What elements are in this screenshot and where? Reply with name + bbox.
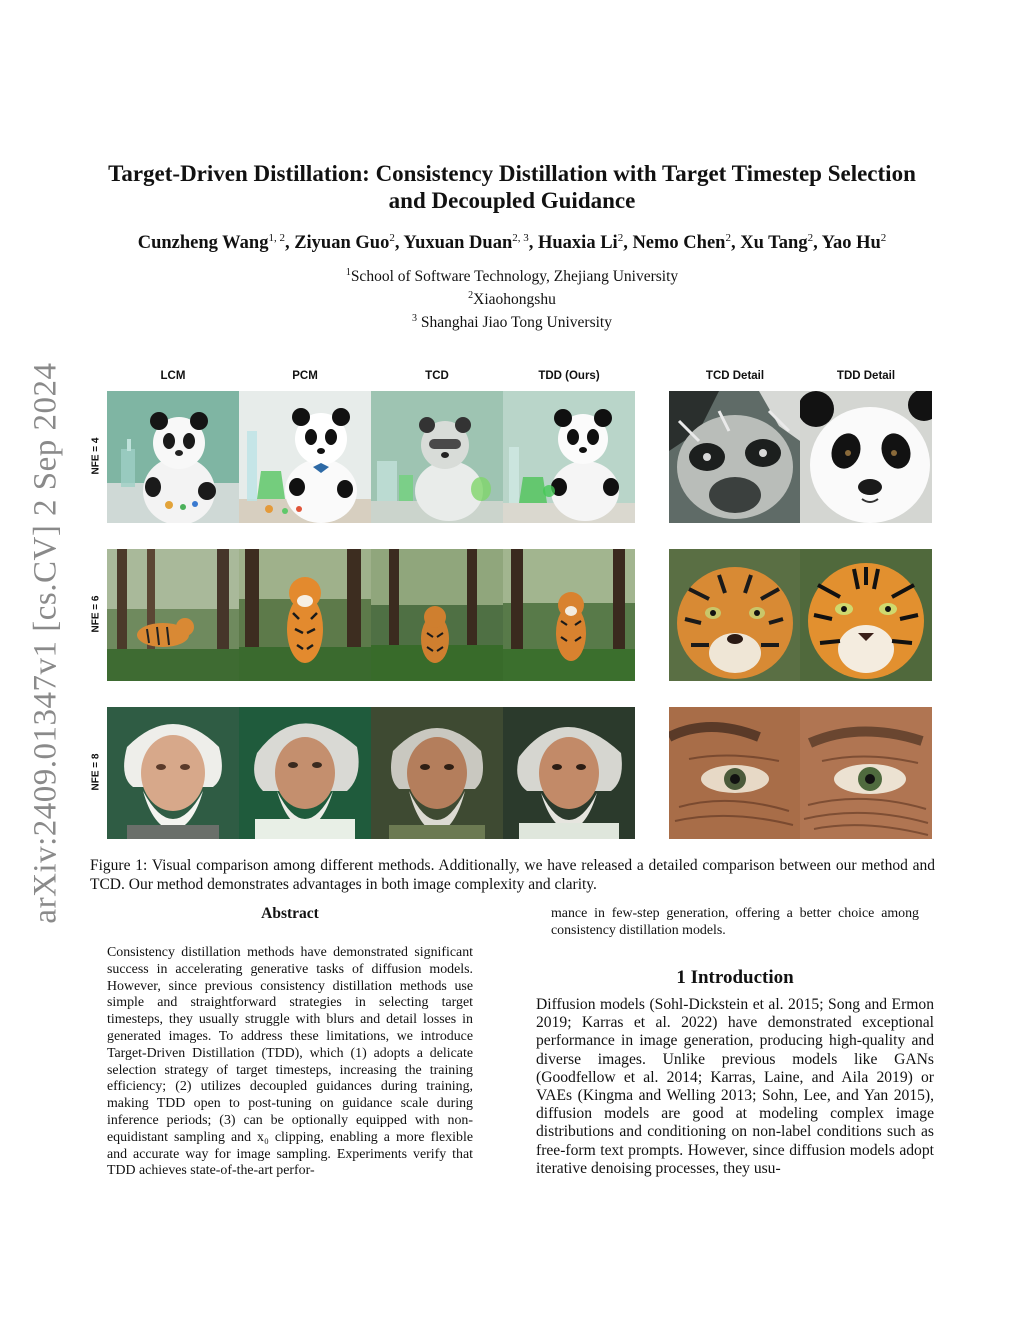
column-header-pcm: PCM xyxy=(292,370,318,382)
author: Yuxuan Duan$^{2, 3}$ xyxy=(403,232,529,254)
column-header-tdd-detail: TDD Detail xyxy=(836,370,896,382)
abstract-body: Consistency distillation methods have demonstrated significant success in accelerating generative tasks of diffusion models. However, since previous consistency distillation methods use simple and straightforward strategies in selecting target timesteps, they usually struggle with blurs and detail losses in generated images. To address these limitations, we introduce Target-Driven Distillation (TDD), which (1) adopts a delicate selection strategy of target timesteps, increasing the training efficiency; (2) utilizes decoupled guidances during training, making TDD open to post-tuning on guidance scale during inference periods; (3) can be optionally equipped with non-equidistant sampling and x₀ clipping, enabling a more flexible and accurate way for image sampling. Experiments verify that TDD achieves state-of-the-art perfor- xyxy=(107,945,473,1179)
author: Yao Hu$^2$ xyxy=(821,232,887,254)
tiger-image-lcm xyxy=(107,549,239,681)
panda-detail-tdd xyxy=(800,391,932,523)
portrait-image-tcd xyxy=(371,707,503,839)
arxiv-identifier-stamp: arXiv:2409.01347v1 [cs.CV] 2 Sep 2024 xyxy=(27,362,64,924)
column-header-tcd: TCD xyxy=(425,370,449,382)
tiger-detail-tdd xyxy=(800,549,932,681)
figure-caption: Figure 1: Visual comparison among different methods. Additionally, we have released a detailed comparison between our method and TCD. Our method demonstrates advantages in both image complexity and clarity. xyxy=(90,857,935,893)
portrait-detail-tdd xyxy=(800,707,932,839)
author: Ziyuan Guo$^2$ xyxy=(294,232,395,254)
portrait-image-pcm xyxy=(239,707,371,839)
author: Xu Tang$^2$ xyxy=(740,232,814,254)
tiger-image-tdd xyxy=(503,549,635,681)
tiger-detail-tcd xyxy=(669,549,800,681)
author: Nemo Chen$^2$ xyxy=(632,232,731,254)
title-line-1: Target-Driven Distillation: Consistency Distillation with Target Timestep Selection xyxy=(108,161,916,186)
author: Cunzheng Wang$^{1, 2}$ xyxy=(137,232,285,254)
portrait-detail-tcd xyxy=(669,707,800,839)
affiliation-list xyxy=(200,263,824,332)
abstract-heading: Abstract xyxy=(261,905,319,922)
panda-image-tcd xyxy=(371,391,503,523)
panda-image-lcm xyxy=(107,391,239,523)
affiliation: $^3$ Shanghai Jiao Tong University xyxy=(412,313,612,332)
abstract-continuation: mance in few-step generation, offering a better choice among consistency distillation models. xyxy=(551,906,919,938)
title-line-2: and Decoupled Guidance xyxy=(388,188,636,213)
affiliation: $^2$Xiaohongshu xyxy=(468,290,556,309)
column-header-tcd-detail: TCD Detail xyxy=(705,370,765,382)
paper-title xyxy=(80,160,944,214)
column-header-lcm: LCM xyxy=(160,370,186,382)
introduction-body: Diffusion models (Sohl-Dickstein et al. 2015; Song and Ermon 2019; Karras et al. 2022) have demonstrated exceptional performance in image generation, producing high-quality and diverse images. Unlike previous models like GANs (Goodfellow et al. 2014; Karras, Laine, and Aila 2019) or VAEs (Kingma and Welling 2013; Sohn, Lee, and Yan 2015), diffusion models are good at modeling complex image distributions and conditioning on non-label conditions such as free-form text prompts. However, since diffusion models adopt iterative denoising processes, they usu- xyxy=(536,996,934,1177)
column-header-tdd: TDD (Ours) xyxy=(538,370,600,382)
tiger-image-pcm xyxy=(239,549,371,681)
panda-image-pcm xyxy=(239,391,371,523)
introduction-heading: 1 Introduction xyxy=(676,967,794,988)
author-list: Cunzheng Wang$^{1, 2}$, Ziyuan Guo$^2$, Yuxuan Duan$^{2, 3}$, Huaxia Li$^2$, Nemo Chen$^2$, Xu Tang$^2$, Yao Hu$^2$ xyxy=(137,232,887,254)
tiger-image-tcd xyxy=(371,549,503,681)
panda-image-tdd xyxy=(503,391,635,523)
panda-detail-tcd xyxy=(669,391,800,523)
portrait-image-tdd xyxy=(503,707,635,839)
author: Huaxia Li$^2$ xyxy=(538,232,624,254)
portrait-image-lcm xyxy=(107,707,239,839)
affiliation: $^1$School of Software Technology, Zhejiang University xyxy=(345,267,679,286)
